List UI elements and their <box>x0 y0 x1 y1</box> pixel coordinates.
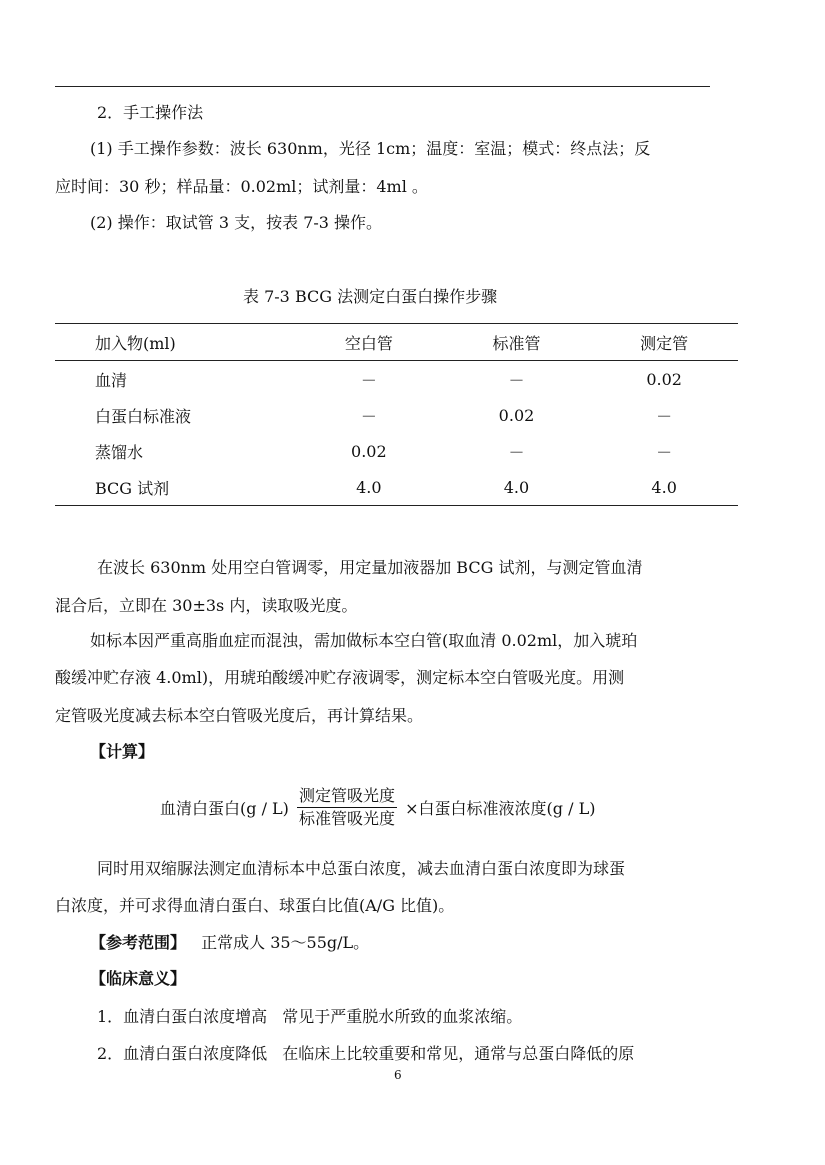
table-cell: 4.0 <box>651 477 677 497</box>
method-line-4: 酸缓冲贮存液 4.0ml)，用琥珀酸缓冲贮存液调零，测定标本空白管吸光度。用测 <box>55 668 625 687</box>
header-cell: 加入物(ml) <box>95 333 176 353</box>
header-cell: 空白管 <box>344 333 393 353</box>
table-cell: 血清 <box>95 370 128 390</box>
reference-heading: 【参考范围】 <box>90 933 187 952</box>
method-line-2: 混合后，立即在 30±3s 内，读取吸光度。 <box>55 596 358 615</box>
table-cell: 蒸馏水 <box>95 442 144 462</box>
param-line-1: (1) 手工操作参数：波长 630nm，光径 1cm；温度：室温；模式：终点法；反 <box>90 139 651 158</box>
table-cell: 0.02 <box>646 369 682 389</box>
table-cell: BCG 试剂 <box>95 478 170 498</box>
formula-lhs: 血清白蛋白(g / L) <box>160 799 289 818</box>
clinical-item-2 <box>97 1044 634 1064</box>
formula-rhs: ×白蛋白标准液浓度(g / L) <box>405 799 596 818</box>
table-cell: 白蛋白标准液 <box>95 406 192 426</box>
header-rule <box>55 86 710 87</box>
reference-text: 正常成人 35～55g/L。 <box>201 933 370 952</box>
table-row <box>55 433 738 469</box>
table-row <box>55 361 738 398</box>
formula-fraction <box>297 786 397 829</box>
table-cell: 0.02 <box>498 405 535 425</box>
page-number: 6 <box>394 1068 402 1082</box>
globulin-line-1: 同时用双缩脲法测定血清标本中总蛋白浓度，减去血清白蛋白浓度即为球蛋 <box>97 859 626 878</box>
clinical-item-1-title: 1．血清白蛋白浓度增高 <box>97 1007 268 1026</box>
clinical-item-1-text: 常见于严重脱水所致的血浆浓缩。 <box>282 1007 523 1026</box>
table-cell: 4.0 <box>503 477 530 497</box>
table-cell: 4.0 <box>356 477 382 497</box>
table-row <box>55 397 738 433</box>
method-line-5: 定管吸光度减去标本空白管吸光度后，再计算结果。 <box>55 706 424 725</box>
table-cell: － <box>360 370 377 390</box>
table-cell: － <box>656 406 673 426</box>
globulin-line-2: 白浓度，并可求得血清白蛋白、球蛋白比值(A/G 比值)。 <box>55 896 455 915</box>
clinical-item-2-text: 在临床上比较重要和常见，通常与总蛋白降低的原 <box>282 1044 635 1063</box>
table-cell: － <box>656 442 673 462</box>
operation-table <box>55 323 738 506</box>
section-heading: 2．手工操作法 <box>97 103 204 122</box>
table-cell: － <box>508 442 525 462</box>
calc-heading: 【计算】 <box>90 742 155 761</box>
table-row <box>55 469 738 506</box>
clinical-item-2-title: 2．血清白蛋白浓度降低 <box>97 1044 268 1063</box>
header-cell: 标准管 <box>492 333 541 353</box>
clinical-heading: 【临床意义】 <box>90 969 187 988</box>
table-caption: 表 7-3 BCG 法测定白蛋白操作步骤 <box>243 287 498 306</box>
table-cell: 0.02 <box>351 441 387 461</box>
method-line-3: 如标本因严重高脂血症而混浊，需加做标本空白管(取血清 0.02ml，加入琥珀 <box>90 631 638 650</box>
table-cell: － <box>508 370 525 390</box>
param-line-2: 应时间：30 秒；样品量：0.02ml；试剂量：4ml 。 <box>55 177 428 196</box>
reference-row <box>90 933 369 953</box>
table-cell: － <box>360 406 377 426</box>
formula-denominator: 标准管吸光度 <box>299 809 396 828</box>
clinical-item-1 <box>97 1007 522 1027</box>
method-line-1: 在波长 630nm 处用空白管调零，用定量加液器加 BCG 试剂，与测定管血清 <box>97 558 643 577</box>
table-header-row <box>55 324 738 361</box>
operation-line: (2) 操作：取试管 3 支，按表 7-3 操作。 <box>90 213 383 232</box>
calc-formula <box>160 786 595 829</box>
formula-numerator: 测定管吸光度 <box>297 786 397 808</box>
header-cell: 测定管 <box>640 333 689 353</box>
